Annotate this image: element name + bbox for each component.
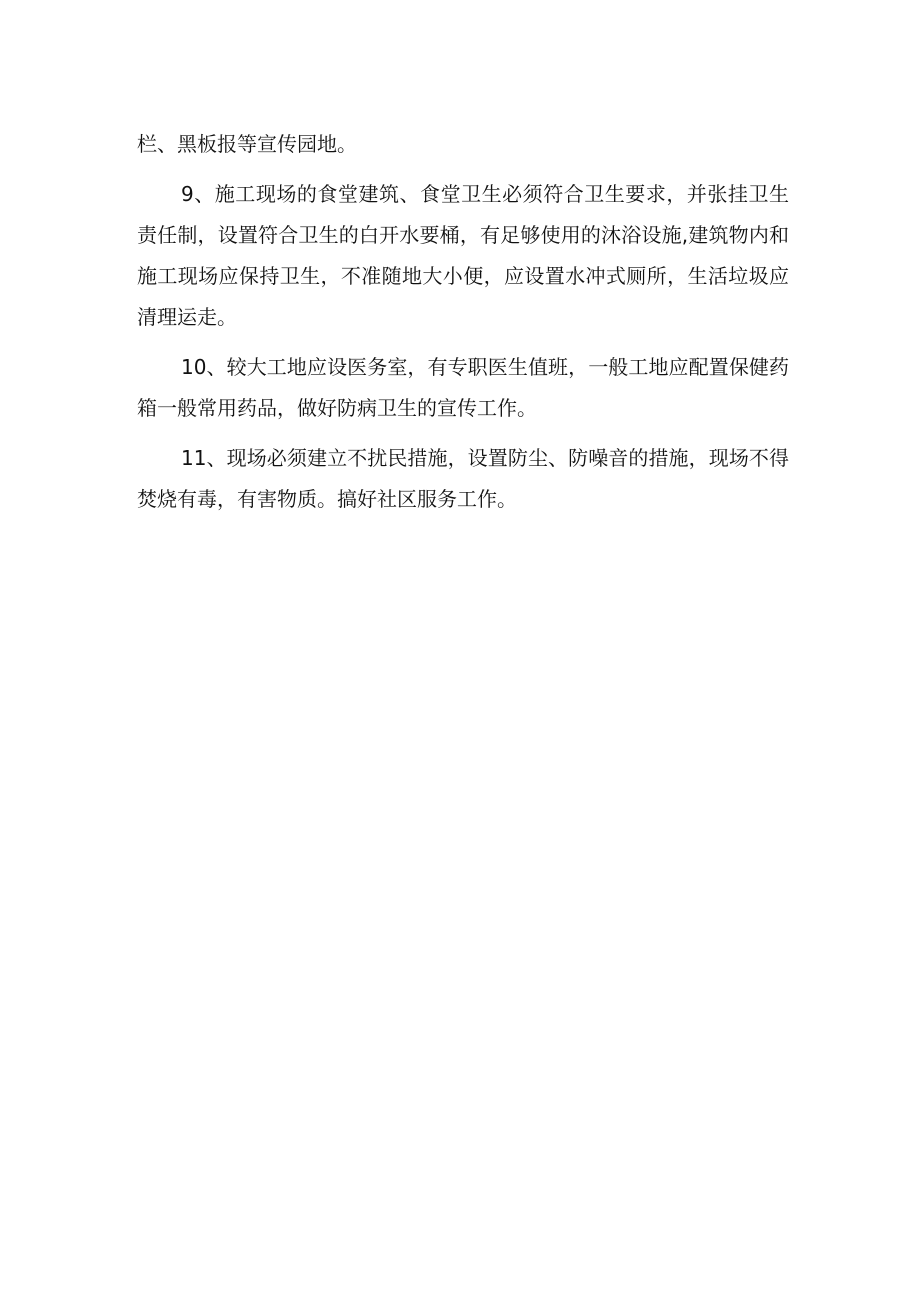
paragraph-continuation: 栏、黑板报等宣传园地。 bbox=[137, 132, 357, 156]
paragraph-item-9: 9、施工现场的食堂建筑、食堂卫生必须符合卫生要求，并张挂卫生责任制，设置符合卫生的白开水要桶，有足够使用的沐浴设施,建筑物内和施工现场应保持卫生，不准随地大小便，应设置水冲式厕所，生活垃圾应清理运走。 bbox=[137, 182, 789, 329]
paragraph-item-10: 10、较大工地应设医务室，有专职医生值班，一般工地应配置保健药箱一般常用药品，做好防病卫生的宣传工作。 bbox=[137, 355, 789, 420]
paragraph-item-11: 11、现场必须建立不扰民措施，设置防尘、防噪音的措施，现场不得焚烧有毒，有害物质。搞好社区服务工作。 bbox=[137, 446, 789, 511]
document-body bbox=[137, 124, 789, 529]
